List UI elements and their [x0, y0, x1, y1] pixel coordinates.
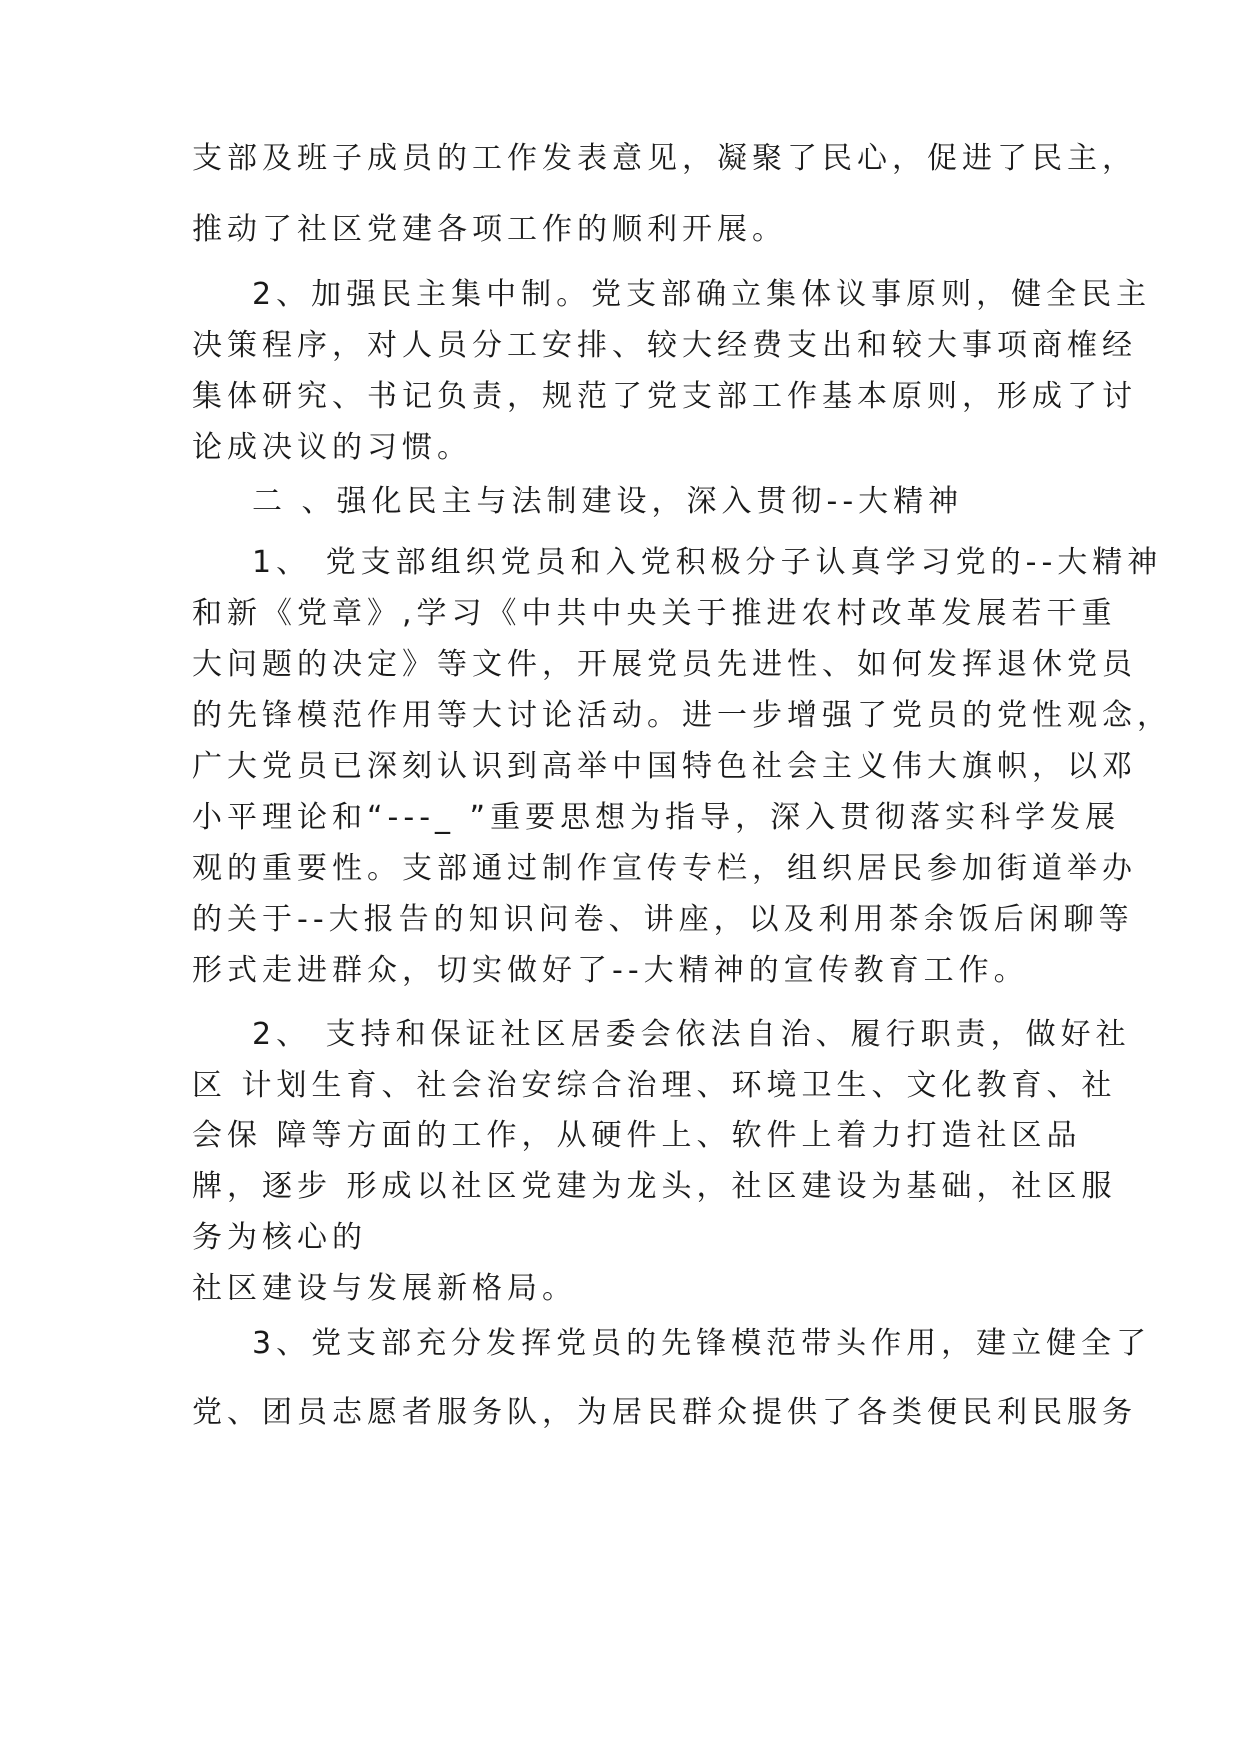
text-line: 区 计划生育、社会治安综合治理、环境卫生、文化教育、社 — [192, 1068, 1117, 1103]
section-heading: 二 、强化民主与法制建设，深入贯彻--大精神 — [252, 484, 964, 519]
paragraph-first-line: 3、党支部充分发挥党员的先锋模范带头作用，建立健全了 — [252, 1326, 1152, 1361]
paragraph-first-line: 1、 党支部组织党员和入党积极分子认真学习党的--大精神 — [252, 545, 1163, 580]
text-line: 党、团员志愿者服务队，为居民群众提供了各类便民利民服务 — [192, 1395, 1137, 1430]
text-line: 论成决议的习惯。 — [192, 430, 472, 465]
text-line: 形式走进群众，切实做好了--大精神的宣传教育工作。 — [192, 953, 1029, 988]
text-line: 广大党员已深刻认识到高举中国特色社会主义伟大旗帜，以邓 — [192, 749, 1137, 784]
text-line: 牌，逐步 形成以社区党建为龙头，社区建设为基础，社区服 — [192, 1169, 1117, 1204]
text-line: 小平理论和“---_ ”重要思想为指导，深入贯彻落实科学发展 — [192, 800, 1121, 835]
paragraph-first-line: 2、加强民主集中制。党支部确立集体议事原则，健全民主 — [252, 277, 1152, 312]
text-line: 支部及班子成员的工作发表意见，凝聚了民心，促进了民主， — [192, 141, 1137, 176]
text-line: 集体研究、书记负责，规范了党支部工作基本原则，形成了讨 — [192, 379, 1137, 414]
text-line: 社区建设与发展新格局。 — [192, 1271, 577, 1306]
text-line: 大问题的决定》等文件，开展党员先进性、如何发挥退休党员 — [192, 647, 1137, 682]
text-line: 决策程序，对人员分工安排、较大经费支出和较大事项商榷经 — [192, 328, 1137, 363]
text-line: 的先锋模范作用等大讨论活动。进一步增强了党员的党性观念， — [192, 698, 1172, 733]
text-line: 的关于--大报告的知识问卷、讲座，以及利用茶余饭后闲聊等 — [192, 902, 1134, 937]
text-line: 观的重要性。支部通过制作宣传专栏，组织居民参加街道举办 — [192, 851, 1137, 886]
text-line: 和新《党章》,学习《中共中央关于推进农村改革发展若干重 — [192, 596, 1117, 631]
text-line: 会保 障等方面的工作，从硬件上、软件上着力打造社区品 — [192, 1118, 1082, 1153]
text-line: 务为核心的 — [192, 1220, 367, 1255]
paragraph-first-line: 2、 支持和保证社区居委会依法自治、履行职责，做好社 — [252, 1017, 1131, 1052]
text-line: 推动了社区党建各项工作的顺利开展。 — [192, 212, 787, 247]
